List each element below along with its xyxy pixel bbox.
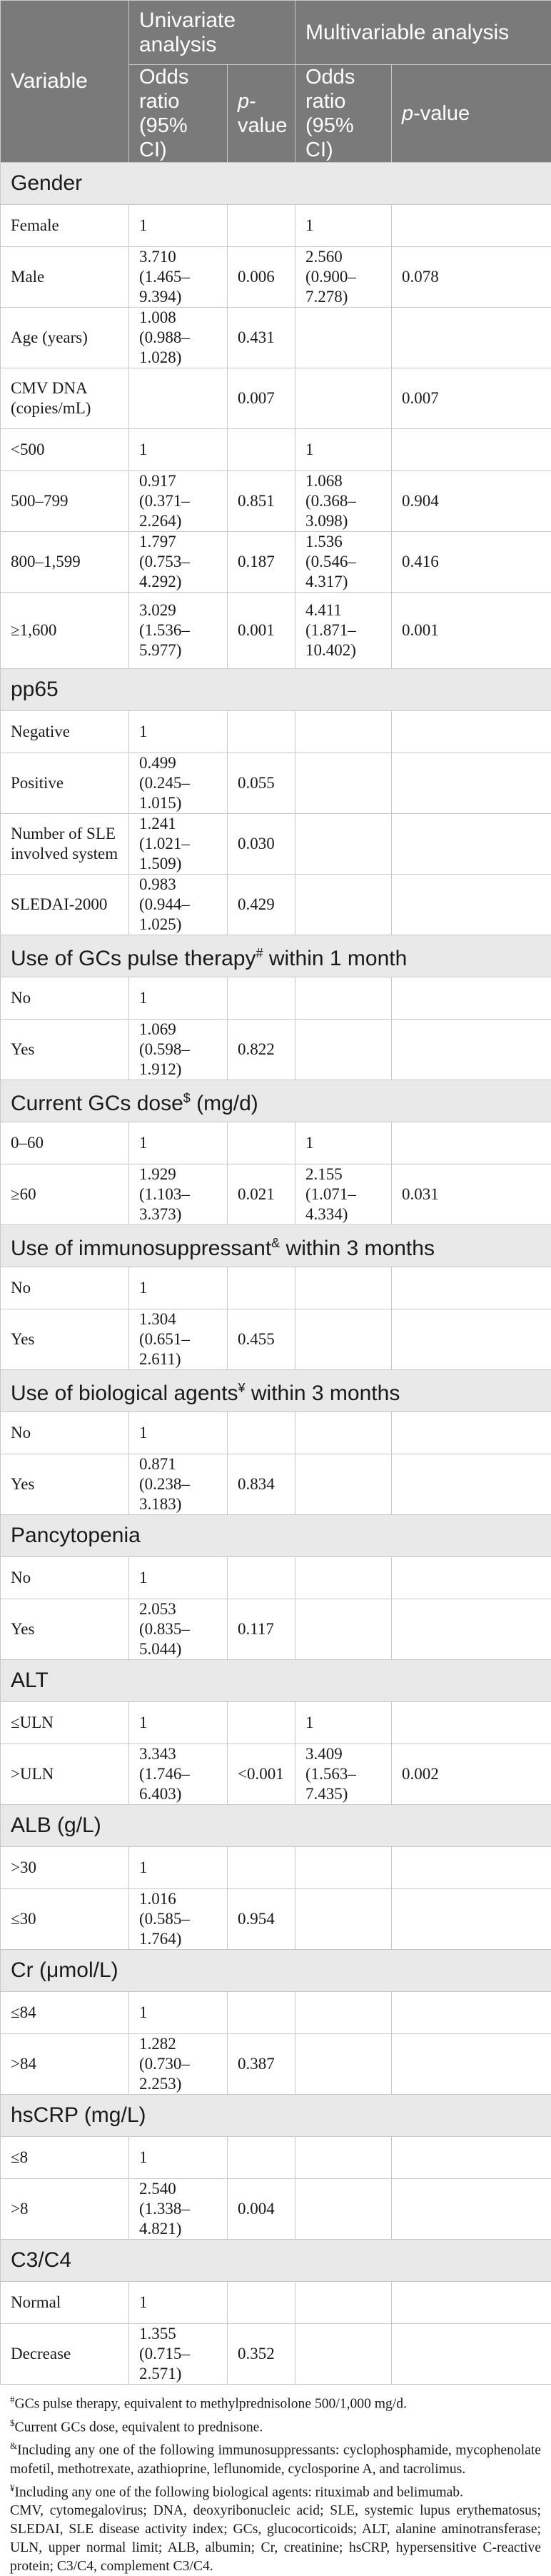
variable-cell: Yes [1,1020,129,1080]
univariate-p-cell [228,1267,295,1309]
univariate-or-cell: 1.016 (0.585–1.764) [129,1889,228,1950]
univariate-or-cell: 1 [129,1992,228,2034]
section-label: Use of biological agents¥ within 3 months [1,1370,551,1412]
multivariable-or-cell [295,1454,392,1515]
univariate-or-cell: 1.241 (1.021–1.509) [129,814,228,875]
table-row [1,593,551,669]
table-row [1,1992,551,2034]
variable-cell: <500 [1,429,129,471]
table-row [1,2282,551,2324]
section-row [1,1370,551,1412]
table-row [1,1599,551,1660]
table-row [1,1020,551,1080]
multivariable-p-cell [392,2179,551,2240]
univariate-or-cell [129,368,228,429]
univariate-or-cell: 1 [129,1122,228,1164]
section-row [1,2240,551,2282]
multivariable-p-cell: 0.001 [392,593,551,669]
table-row [1,875,551,935]
variable-cell: No [1,1557,129,1599]
multivariable-p-cell [392,1992,551,2034]
variable-cell: No [1,1267,129,1309]
univariate-p-cell: 0.030 [228,814,295,875]
variable-cell: Female [1,205,129,247]
multivariable-or-cell [295,2137,392,2179]
univariate-or-cell: 1 [129,1412,228,1454]
table-row [1,2137,551,2179]
univariate-or-cell: 1 [129,1847,228,1889]
univariate-p-cell [228,1412,295,1454]
univariate-p-cell: 0.851 [228,471,295,532]
variable-header: Variable [1,1,129,163]
multivariable-or-cell [295,368,392,429]
univariate-p-cell: <0.001 [228,1744,295,1805]
multivariable-or-cell [295,1020,392,1080]
section-row [1,1660,551,1702]
footnote: ¥Including any one of the following biological agents: rituximab and belimumab. [10,2479,541,2502]
multivariable-or-cell [295,711,392,753]
univariate-p-cell: 0.455 [228,1309,295,1370]
variable-cell: 500–799 [1,471,129,532]
multivariable-or-cell: 1.068 (0.368–3.098) [295,471,392,532]
table-row [1,1889,551,1950]
multivariable-or-cell: 1 [295,1702,392,1744]
univariate-or-cell: 3.710 (1.465–9.394) [129,247,228,308]
multivariable-or-cell [295,1309,392,1370]
footnote: CMV, cytomegalovirus; DNA, deoxyribonucleic acid; SLE, systemic lupus erythematosus; SLEDAI, SLE disease activity index; GCs, glucocorticoids; ALT, alanine aminotransferase; ULN, upper normal limit; ALB, albumin; Cr, creatinine; hsCRP, hypersensitive C-reactive protein; C3/C4, complement C3/C4. [10,2502,541,2576]
variable-cell: SLEDAI-2000 [1,875,129,935]
multivariable-or-cell [295,1847,392,1889]
multivariable-p-cell: 0.007 [392,368,551,429]
table-row [1,1847,551,1889]
multivariable-or-cell [295,2324,392,2385]
univariate-p-cell [228,429,295,471]
variable-cell: ≤30 [1,1889,129,1950]
variable-cell: Decrease [1,2324,129,2385]
univariate-or-cell: 1 [129,711,228,753]
table-row [1,471,551,532]
section-label: hsCRP (mg/L) [1,2095,551,2137]
multivariable-p-cell [392,977,551,1020]
univariate-p-cell: 0.117 [228,1599,295,1660]
multivariable-p-cell [392,711,551,753]
univariate-p-cell: 0.822 [228,1020,295,1080]
multivariable-p-cell [392,2034,551,2095]
univariate-p-cell: 0.004 [228,2179,295,2240]
table-row [1,2179,551,2240]
multivariable-or-cell: 2.560 (0.900–7.278) [295,247,392,308]
table-row [1,1122,551,1164]
univariate-or-cell: 1 [129,429,228,471]
univariate-or-cell: 0.917 (0.371–2.264) [129,471,228,532]
univariate-p-header: p-value [228,65,295,163]
multivariable-p-cell [392,1122,551,1164]
section-label: pp65 [1,669,551,711]
section-label: Use of immunosuppressant& within 3 months [1,1225,551,1267]
variable-cell: 0–60 [1,1122,129,1164]
multivariable-or-cell [295,2034,392,2095]
table-row [1,2034,551,2095]
univariate-p-cell: 0.387 [228,2034,295,2095]
univariate-p-cell [228,1847,295,1889]
multivariable-p-cell [392,1557,551,1599]
univariate-or-cell: 1.304 (0.651–2.611) [129,1309,228,1370]
section-row [1,1080,551,1122]
variable-cell: Age (years) [1,308,129,368]
multivariable-or-cell: 4.411 (1.871–10.402) [295,593,392,669]
multivariable-p-header: p-value [392,65,551,163]
footnote: &Including any one of the following immunosuppressants: cyclophosphamide, mycophenolate mofetil, methotrexate, azathioprine, leflunomide, cyclosporine A, and tacrolimus. [10,2437,541,2479]
univariate-or-cell: 1 [129,977,228,1020]
variable-cell: ≤8 [1,2137,129,2179]
variable-cell: >ULN [1,1744,129,1805]
multivariable-or-cell [295,1992,392,2034]
univariate-p-cell [228,205,295,247]
section-label: ALB (g/L) [1,1805,551,1847]
variable-cell: Number of SLE involved system [1,814,129,875]
table-row [1,1412,551,1454]
multivariable-or-cell [295,1557,392,1599]
variable-cell: Positive [1,753,129,814]
univariate-p-cell [228,977,295,1020]
univariate-or-header: Odds ratio (95% CI) [129,65,228,163]
variable-cell: >30 [1,1847,129,1889]
univariate-or-cell: 0.983 (0.944–1.025) [129,875,228,935]
section-row [1,1225,551,1267]
footnote: #GCs pulse therapy, equivalent to methylprednisolone 500/1,000 mg/d. [10,2390,541,2414]
variable-cell: Yes [1,1454,129,1515]
univariate-p-cell: 0.954 [228,1889,295,1950]
table-row [1,2324,551,2385]
multivariable-p-cell [392,1454,551,1515]
multivariable-p-cell [392,308,551,368]
univariate-p-cell: 0.007 [228,368,295,429]
multivariable-or-cell: 1 [295,429,392,471]
univariate-p-cell [228,2137,295,2179]
variable-cell: CMV DNA (copies/mL) [1,368,129,429]
univariate-or-cell: 1 [129,1557,228,1599]
table-header [1,1,551,163]
multivariable-p-cell: 0.031 [392,1164,551,1225]
multivariable-or-cell [295,1412,392,1454]
multivariable-p-cell [392,875,551,935]
table-row [1,205,551,247]
univariate-p-cell: 0.021 [228,1164,295,1225]
variable-cell: Male [1,247,129,308]
multivariable-or-cell [295,2282,392,2324]
table-row [1,977,551,1020]
table-row [1,532,551,593]
univariate-or-cell: 1 [129,205,228,247]
univariate-or-cell: 1 [129,1267,228,1309]
multivariable-p-cell [392,205,551,247]
multivariable-or-cell [295,977,392,1020]
univariate-p-cell: 0.187 [228,532,295,593]
univariate-p-cell: 0.834 [228,1454,295,1515]
section-label: ALT [1,1660,551,1702]
section-label: Cr (μmol/L) [1,1950,551,1992]
section-row [1,1515,551,1557]
multivariable-p-cell [392,2137,551,2179]
section-row [1,935,551,977]
univariate-p-cell: 0.352 [228,2324,295,2385]
multivariable-or-cell [295,308,392,368]
univariate-or-cell: 3.343 (1.746–6.403) [129,1744,228,1805]
table-row [1,1309,551,1370]
table-row [1,247,551,308]
variable-cell: Yes [1,1599,129,1660]
variable-cell: Negative [1,711,129,753]
table-row [1,814,551,875]
multivariable-p-cell [392,1599,551,1660]
univariate-or-cell: 1.355 (0.715–2.571) [129,2324,228,2385]
univariate-p-cell [228,1122,295,1164]
table-body [1,163,551,2385]
variable-cell: 800–1,599 [1,532,129,593]
multivariable-p-cell: 0.078 [392,247,551,308]
multivariable-or-cell [295,1599,392,1660]
section-row [1,163,551,205]
table-row [1,1744,551,1805]
univariate-p-cell [228,1702,295,1744]
multivariable-p-cell: 0.904 [392,471,551,532]
multivariable-or-cell [295,753,392,814]
variable-cell: >8 [1,2179,129,2240]
multivariable-p-cell: 0.416 [392,532,551,593]
multivariable-or-cell: 1 [295,1122,392,1164]
multivariable-or-cell [295,875,392,935]
table-row [1,429,551,471]
multivariable-p-cell [392,2324,551,2385]
multivariable-or-cell [295,814,392,875]
table-row [1,368,551,429]
univariate-or-cell: 0.871 (0.238–3.183) [129,1454,228,1515]
univariate-p-cell [228,1992,295,2034]
univariate-p-cell [228,711,295,753]
univariate-or-cell: 3.029 (1.536–5.977) [129,593,228,669]
multivariable-p-cell [392,1020,551,1080]
variable-cell: >84 [1,2034,129,2095]
univariate-p-cell: 0.006 [228,247,295,308]
multivariable-p-cell [392,429,551,471]
univariate-or-cell: 0.499 (0.245–1.015) [129,753,228,814]
section-label: C3/C4 [1,2240,551,2282]
section-label: Pancytopenia [1,1515,551,1557]
multivariable-p-cell [392,814,551,875]
multivariable-or-cell [295,1889,392,1950]
univariate-p-cell [228,1557,295,1599]
table-row [1,1454,551,1515]
multivariable-p-cell [392,1702,551,1744]
univariate-or-cell: 1.069 (0.598–1.912) [129,1020,228,1080]
univariate-p-cell [228,2282,295,2324]
section-label: Gender [1,163,551,205]
multivariable-or-cell [295,1267,392,1309]
univariate-p-cell: 0.429 [228,875,295,935]
multivariable-or-cell: 1.536 (0.546–4.317) [295,532,392,593]
univariate-or-cell: 1.282 (0.730–2.253) [129,2034,228,2095]
table-row [1,1557,551,1599]
table-row [1,711,551,753]
multivariable-p-cell [392,1847,551,1889]
section-row [1,669,551,711]
multivariable-or-cell: 2.155 (1.071–4.334) [295,1164,392,1225]
univariate-or-cell: 2.540 (1.338–4.821) [129,2179,228,2240]
footnotes [0,2390,551,2576]
table-row [1,1702,551,1744]
table-row [1,308,551,368]
variable-cell: ≥1,600 [1,593,129,669]
multivariable-p-cell [392,2282,551,2324]
variable-cell: ≤ULN [1,1702,129,1744]
multivariable-or-cell [295,2179,392,2240]
univariate-or-cell: 1 [129,2137,228,2179]
variable-cell: ≥60 [1,1164,129,1225]
variable-cell: No [1,977,129,1020]
variable-cell: ≤84 [1,1992,129,2034]
multivariable-header: Multivariable analysis [295,1,551,65]
multivariable-p-cell: 0.002 [392,1744,551,1805]
footnote: $Current GCs dose, equivalent to prednisone. [10,2414,541,2437]
multivariable-p-cell [392,1889,551,1950]
section-label: Use of GCs pulse therapy# within 1 month [1,935,551,977]
univariate-p-cell: 0.055 [228,753,295,814]
multivariable-or-cell: 1 [295,205,392,247]
multivariable-or-cell: 3.409 (1.563–7.435) [295,1744,392,1805]
section-row [1,1805,551,1847]
univariate-or-cell: 1.008 (0.988–1.028) [129,308,228,368]
table-row [1,1267,551,1309]
table-row [1,1164,551,1225]
section-label: Current GCs dose$ (mg/d) [1,1080,551,1122]
univariate-or-cell: 1.929 (1.103–3.373) [129,1164,228,1225]
multivariable-p-cell [392,1412,551,1454]
table-row [1,753,551,814]
multivariable-p-cell [392,1309,551,1370]
univariate-p-cell: 0.431 [228,308,295,368]
univariate-header: Univariate analysis [129,1,295,65]
multivariable-or-header: Odds ratio (95% CI) [295,65,392,163]
multivariable-p-cell [392,1267,551,1309]
variable-cell: Normal [1,2282,129,2324]
section-row [1,1950,551,1992]
variable-cell: No [1,1412,129,1454]
univariate-or-cell: 1 [129,2282,228,2324]
variable-cell: Yes [1,1309,129,1370]
univariate-or-cell: 1.797 (0.753–4.292) [129,532,228,593]
section-row [1,2095,551,2137]
multivariable-p-cell [392,753,551,814]
univariate-or-cell: 1 [129,1702,228,1744]
univariate-or-cell: 2.053 (0.835–5.044) [129,1599,228,1660]
univariate-p-cell: 0.001 [228,593,295,669]
